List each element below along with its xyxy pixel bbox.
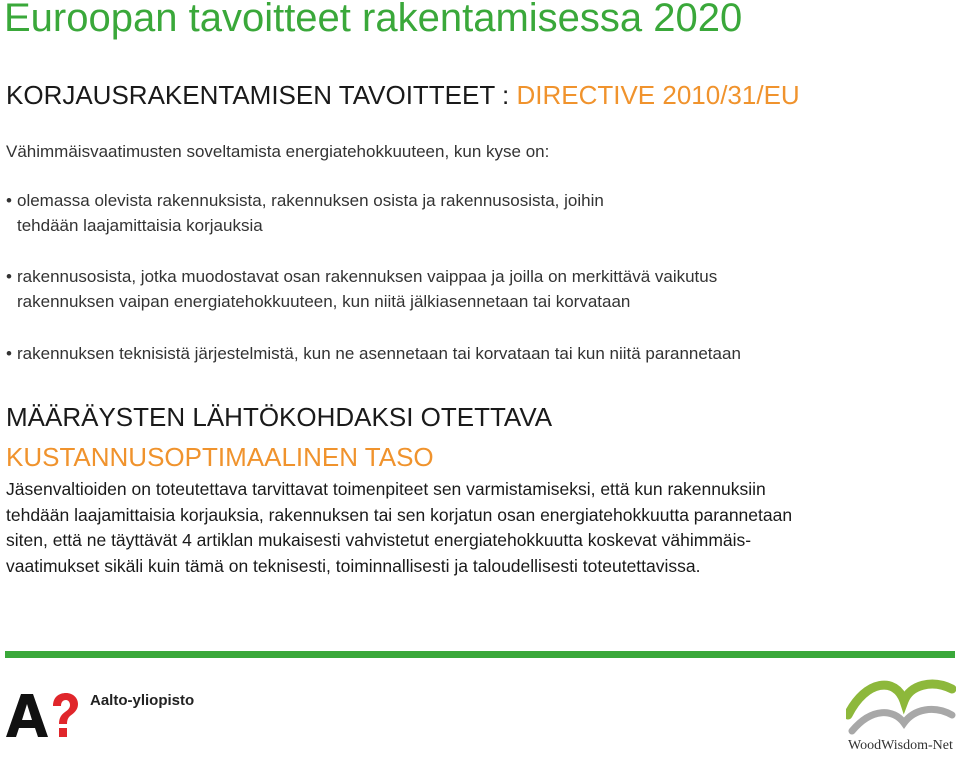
aalto-name: Aalto-yliopisto: [90, 692, 195, 709]
body-paragraph: Jäsenvaltioiden on toteutettava tarvittavat toimenpiteet sen varmistamiseksi, että kun rakennuksiin tehdään laajamittaisia korjauksia, rakennuksen tai sen korjatun osan energiatehokkuutta parannetaan siten, että ne täyttävät 4 artiklan mukaisesti vahvistetut energiatehokkuutta koskevat vähimmäis- vaatimukset sikäli kuin tämä on teknisesti, toiminnallisesti ja taloudellisesti toteutettavissa.: [6, 479, 793, 576]
page-title: Euroopan tavoitteet rakentamisessa 2020: [4, 0, 743, 40]
footer-divider: [5, 651, 955, 658]
bullet-text: rakennuksen teknisistä järjestelmistä, kun ne asennetaan tai korvataan tai kun niitä parannetaan: [17, 344, 741, 363]
cost-optimal-heading: KUSTANNUSOPTIMAALINEN TASO: [6, 442, 434, 472]
bullet-dot: •: [6, 267, 12, 286]
bullet-item-3: [6, 341, 741, 366]
bullet-item-1: [6, 188, 604, 238]
bullet-text: olemassa olevista rakennuksista, rakennuksen osista ja rakennusosista, joihin tehdään laajamittaisia korjauksia: [17, 191, 604, 235]
bullet-dot: •: [6, 344, 12, 363]
aalto-logo-icon: [6, 692, 78, 743]
woodwisdom-logo-icon: [846, 675, 956, 742]
heading-main: KORJAUSRAKENTAMISEN TAVOITTEET :: [6, 80, 517, 110]
bullet-dot: •: [6, 191, 12, 210]
intro-text: Vähimmäisvaatimusten soveltamista energiatehokkuuteen, kun kyse on:: [6, 142, 550, 161]
bullet-text: rakennusosista, jotka muodostavat osan rakennuksen vaippaa ja joilla on merkittävä vaikutus rakennuksen vaipan energiatehokkuuteen, kun niitä jälkiasennetaan tai korvataan: [17, 267, 718, 311]
woodwisdom-name: WoodWisdom-Net: [848, 738, 953, 753]
renovation-goals-heading: [6, 80, 800, 111]
regulation-basis-heading: MÄÄRÄYSTEN LÄHTÖKOHDAKSI OTETTAVA: [6, 402, 553, 432]
bullet-item-2: [6, 264, 717, 314]
directive-reference: DIRECTIVE 2010/31/EU: [516, 80, 800, 110]
